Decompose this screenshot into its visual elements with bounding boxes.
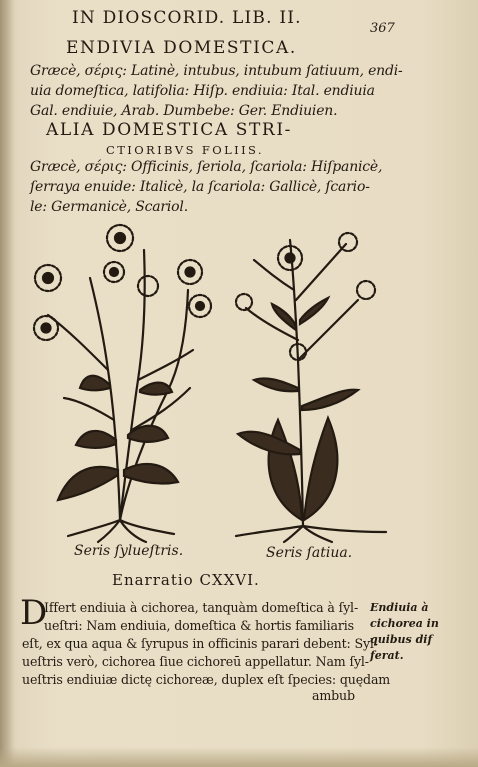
woodcut-illustration bbox=[28, 220, 408, 545]
entry2-title-continued: CTIORIBVS FOLIIS. bbox=[106, 143, 264, 157]
drop-capital: D bbox=[20, 593, 48, 633]
commentary-line: eſt, ex qua aqua & ſyrupus in officinis parari debent: Syl- bbox=[22, 636, 378, 651]
commentary-line: ueſtris verò, cichorea ſiue cichoreū appellatur. Nam ſyl- bbox=[22, 654, 369, 669]
running-head: IN DIOSCORID. LIB. II. bbox=[72, 8, 302, 28]
entry1-line: uia domeſtica, latifolia: Hiſp. endiuia: Ital. endiuia bbox=[30, 83, 375, 99]
plant-seris-sativa bbox=[236, 233, 386, 542]
entry1-line: Gal. endiuie, Arab. Dumbebe: Ger. Endiuien. bbox=[30, 103, 338, 119]
commentary-line: ueſtri: Nam endiuia, domeſtica & hortis familiaris bbox=[44, 618, 354, 633]
gutter-shadow bbox=[0, 0, 14, 767]
folio-number: 367 bbox=[370, 21, 395, 36]
margin-note-line: ferat. bbox=[370, 649, 404, 662]
margin-note-line: Endiuia à bbox=[370, 601, 429, 614]
entry1-title: ENDIVIA DOMESTICA. bbox=[66, 38, 297, 58]
page-bottom-edge bbox=[0, 747, 478, 767]
entry2-line: ſerraya enuide: Italicè, la ſcariola: Gallicè, ſcario- bbox=[30, 179, 370, 195]
catchword: ambub bbox=[312, 688, 355, 703]
entry2-title: ALIA DOMESTICA STRI- bbox=[46, 120, 292, 140]
margin-note-line: cichorea in bbox=[370, 617, 439, 630]
entry2-line: Græcè, σέρις: Officinis, ſeriola, ſcariola: Hiſpanicè, bbox=[30, 159, 383, 175]
entry1-line: Græcè, σέρις: Latinè, intubus, intubum ſatiuum, endi- bbox=[30, 63, 403, 79]
commentary-line: ueſtris endiuiæ dictę cichoreæ, duplex eſt ſpecies: quędam bbox=[22, 672, 391, 687]
caption-seris-sylvestris: Seris ſylueſtris. bbox=[74, 543, 184, 559]
commentary-line: Iffert endiuia à cichorea, tanquàm domeſtica à ſyl- bbox=[44, 600, 359, 615]
plant-seris-sylvestris bbox=[34, 225, 211, 542]
caption-seris-sativa: Seris ſatiua. bbox=[266, 545, 353, 561]
entry2-line: le: Germanicè, Scariol. bbox=[30, 199, 188, 215]
margin-note-line: quibus dif bbox=[370, 633, 433, 646]
commentary-heading: Enarratio CXXVI. bbox=[112, 571, 260, 589]
